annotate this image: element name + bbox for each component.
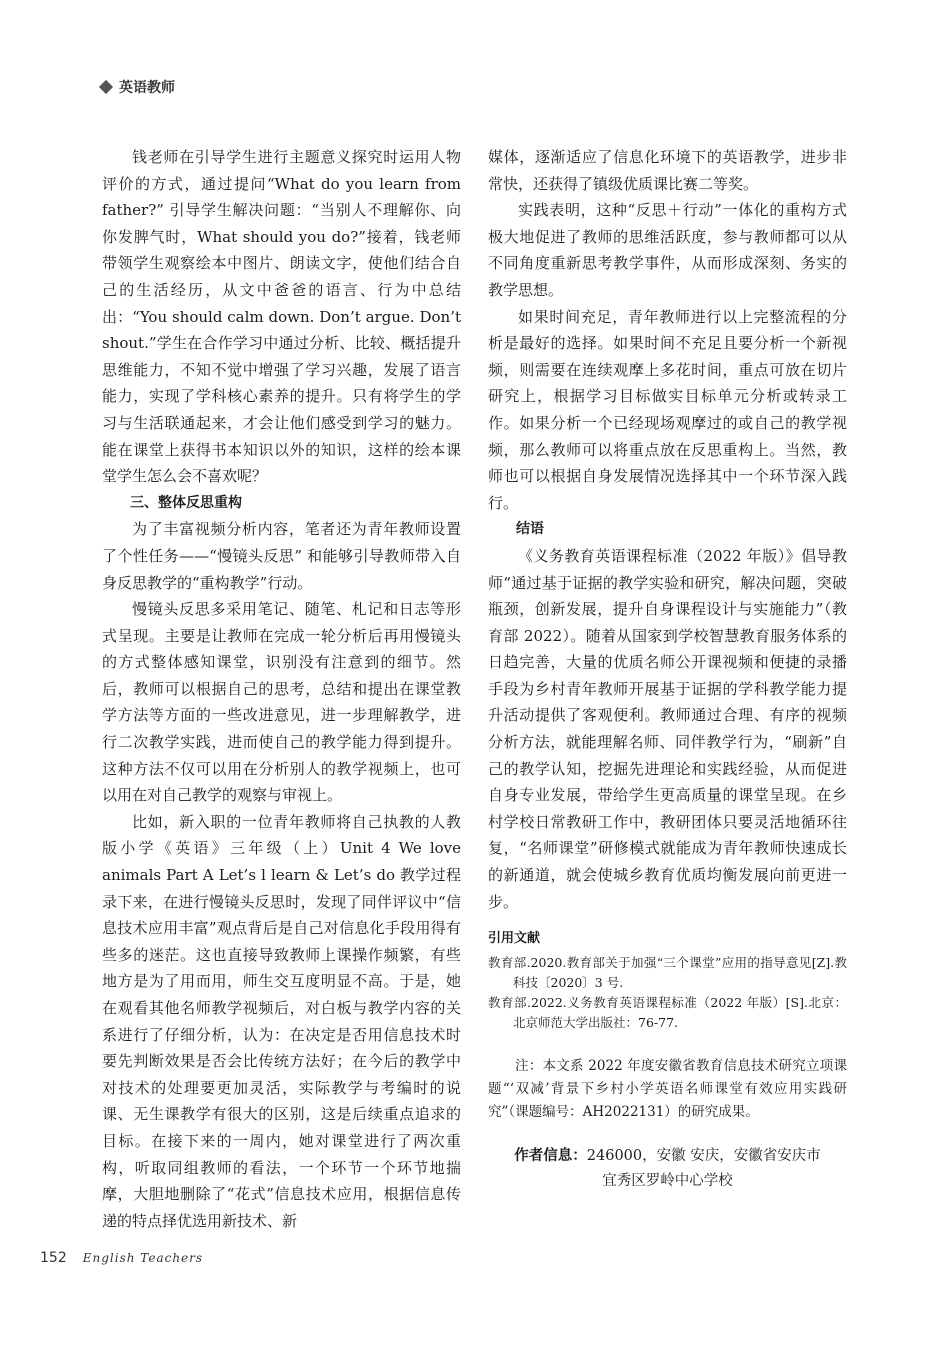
reference-item: 教育部.2020.教育部关于加强“三个课堂”应用的指导意见[Z].教科技〔2020〕3 号. xyxy=(488,955,847,991)
page-number: 152 xyxy=(40,1250,67,1266)
paragraph: 实践表明，这种“反思＋行动”一体化的重构方式极大地促进了教师的思维活跃度，参与教师都可以从不同角度重新思考教学事件，从而形成深刻、务实的教学思想。 xyxy=(488,201,847,299)
right-column xyxy=(488,144,847,1194)
paragraph: 如果时间充足，青年教师进行以上完整流程的分析是最好的选择。如果时间不充足且要分析一个新视频，则需要在连续观摩上多花时间，重点可放在切片研究上，根据学习目标做实目标单元分析或转录工作。如果分析一个已经现场观摩过的或自己的教学视频，那么教师可以将重点放在反思重构上。当然，教师也可以根据自身发展情况选择其中一个环节深入践行。 xyxy=(488,307,847,512)
paragraph: 媒体，逐渐适应了信息化环境下的英语教学，进步非常快，还获得了镇级优质课比赛二等奖。 xyxy=(488,148,847,193)
paragraph: 比如，新入职的一位青年教师将自己执教的人教版小学《英语》三年级（上）Unit 4 We love animals Part A Let’s l learn & Let’s do 教学过程录下来，在进行慢镜头反思时，发现了同伴评议中“信息技术应用丰富”观点背后是自己对信息化手段用得有些多的迷茫。这也直接导致教师上课操作频繁，有些地方是为了用而用，师生交互度明显不高。于是，她在观看其他名师教学视频后，对白板与教学内容的关系进行了仔细分析，认为：在决定是否用信息技术时要先判断效果是否会比传统方法好；在今后的教学中对技术的处理要更加灵活，实际教学与考编时的说课、无生课教学有很大的区别，这是后续重点追求的目标。在接下来的一周内，她对课堂进行了两次重构，听取同组教师的看法，一个环节一个环节地揣摩，大胆地删除了“花式”信息技术应用，根据信息传递的特点择优选用新技术、新 xyxy=(102,812,461,1230)
journal-header xyxy=(101,77,175,97)
paragraph: 慢镜头反思多采用笔记、随笔、札记和日志等形式呈现。主要是让教师在完成一轮分析后再用慢镜头的方式整体感知课堂，识别没有注意到的细节。然后，教师可以根据自己的思考，总结和提出在课堂教学方法等方面的一些改进意见，进一步理解教学，进行二次教学实践，进而使自己的教学能力得到提升。这种方法不仅可以用在分析别人的教学视频上，也可以用在对自己教学的观察与审视上。 xyxy=(102,600,461,805)
paragraph: 《义务教育英语课程标准（2022 年版）》倡导教师“通过基于证据的教学实验和研究，解决问题，突破瓶颈，创新发展，提升自身课程设计与实施能力”（教育部 2022）。随着从国家到学校智慧教育服务体系的日趋完善，大量的优质名师公开课视频和便捷的录播手段为乡村青年教师开展基于证据的学科教学能力提升活动提供了客观便利。教师通过合理、有序的视频分析方法，就能理解名师、同伴教学行为，“刷新”自己的教学认知，挖掘先进理论和实践经验，从而促进自身专业发展，带给学生更高质量的课堂呈现。在乡村学校日常教研工作中，教研团体只要灵活地循环往复，“名师课堂”研修模式就能成为青年教师快速成长的新通道，就会使城乡教育优质均衡发展向前更进一步。 xyxy=(488,546,847,911)
journal-name: English Teachers xyxy=(82,1251,204,1265)
references-title: 引用文献 xyxy=(488,931,541,947)
paragraph: 为了丰富视频分析内容，笔者还为青年教师设置了个性任务——“慢镜头反思” 和能够引导教师带入自身反思教学的“重构教学”行动。 xyxy=(102,520,461,592)
funding-note-text: 注：本文系 2022 年度安徽省教育信息技术研究立项课题“‘双减’背景下乡村小学英语名师课堂有效应用实践研究”（课题编号：AH2022131）的研究成果。 xyxy=(488,1058,847,1121)
journal-title: 英语教师 xyxy=(119,80,175,96)
paragraph: 钱老师在引导学生进行主题意义探究时运用人物评价的方式，通过提问“What do you learn from father?” 引导学生解决问题：“当别人不理解你、向你发脾气时，What should you do?”接着，钱老师带领学生观察绘本中图片、朗读文字，使他们结合自己的生活经历，从文中爸爸的语言、行为中总结出：“You should calm down. Don’t argue. Don’t shout.”学生在合作学习中通过分析、比较、概括提升思维能力，不知不觉中增强了学习兴趣，发展了语言能力，实现了学科核心素养的提升。只有将学生的学习与生活联通起来，才会让他们感受到学习的魅力。能在课堂上获得书本知识以外的知识，这样的绘本课堂学生怎么会不喜欢呢？ xyxy=(102,148,461,486)
references xyxy=(488,929,847,1033)
conclusion-heading: 结语 xyxy=(516,521,544,538)
page-footer xyxy=(40,1250,203,1266)
author-line-1: 246000，安徽 安庆，安徽省安庆市 xyxy=(586,1148,821,1165)
reference-item: 教育部.2022.义务教育英语课程标准（2022 年版）[S].北京：北京师范大学出版社：76-77. xyxy=(488,995,847,1031)
author-label: 作者信息： xyxy=(514,1148,587,1165)
left-column xyxy=(102,144,461,1234)
diamond-icon xyxy=(99,80,113,94)
author-info xyxy=(488,1144,847,1194)
section-heading: 三、整体反思重构 xyxy=(130,494,242,511)
author-line-2: 宜秀区罗岭中心学校 xyxy=(602,1173,733,1190)
funding-note xyxy=(488,1055,847,1124)
